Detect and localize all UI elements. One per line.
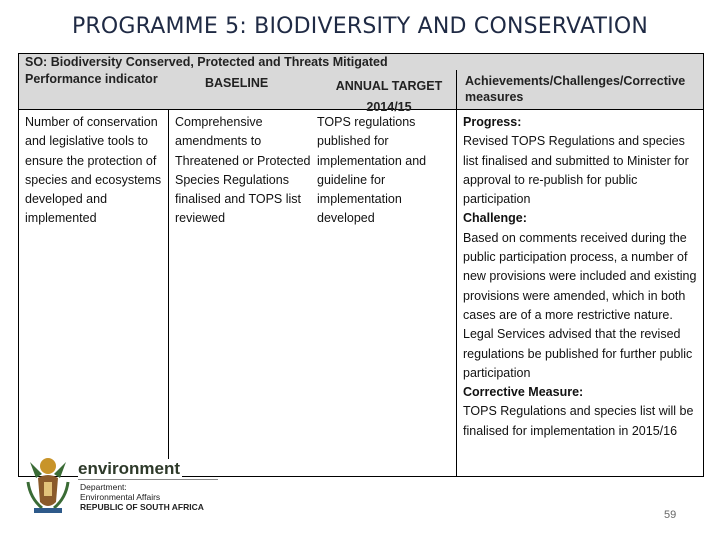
progress-text: Revised TOPS Regulations and species list finalised and submitted to Minister for approval to re-publish for public participation bbox=[463, 134, 689, 207]
challenge-text: Based on comments received during the public participation process, a number of new provisions were included and existing provisions were amended, which in both cases are of a more restrictive nature. Legal Services advised that the revised regulations be published for further public participation bbox=[463, 230, 697, 380]
challenge-label: Challenge: bbox=[463, 211, 527, 226]
logo-wordmark: environment bbox=[78, 459, 181, 478]
corrective-measure-text: TOPS Regulations and species list will be finalised for implementation in 2015/16 bbox=[463, 404, 694, 438]
page-number: 59 bbox=[664, 509, 677, 521]
column-divider bbox=[168, 110, 169, 476]
slide-title: PROGRAMME 5: BIODIVERSITY AND CONSERVATION bbox=[71, 14, 649, 39]
performance-table bbox=[18, 53, 704, 477]
corrective-measure-label: Corrective Measure: bbox=[463, 385, 584, 400]
cell-achievements bbox=[463, 113, 699, 441]
header-achievements: Achievements/Challenges/Corrective measures bbox=[465, 74, 686, 104]
cell-baseline: Comprehensive amendments to Threatened or Protected Species Regulations finalised and TOPS list reviewed bbox=[175, 115, 311, 226]
logo-line-department: Department: bbox=[80, 482, 127, 492]
strategic-objective-line: SO: Biodiversity Conserved, Protected and Threats Mitigated bbox=[25, 55, 388, 69]
cell-performance-indicator: Number of conservation and legislative tools to ensure the protection of species and ecosystems developed and implemented bbox=[25, 115, 162, 226]
header-baseline: BASELINE bbox=[205, 76, 269, 90]
department-logo bbox=[20, 452, 220, 522]
logo-divider bbox=[78, 479, 218, 480]
logo-line-environmental-affairs: Environmental Affairs bbox=[80, 492, 161, 502]
logo-department-text bbox=[80, 482, 204, 512]
cell-annual-target: TOPS regulations published for implementation and guideline for implementation developed bbox=[317, 115, 427, 226]
header-annual-target: ANNUAL TARGET 2014/15 bbox=[335, 79, 443, 114]
coat-of-arms-icon bbox=[20, 452, 76, 518]
header-divider bbox=[456, 70, 457, 110]
table-header bbox=[19, 54, 703, 114]
progress-label: Progress: bbox=[463, 115, 522, 129]
logo-line-republic: REPUBLIC OF SOUTH AFRICA bbox=[80, 502, 204, 512]
header-performance-indicator: Performance indicator bbox=[25, 72, 158, 86]
